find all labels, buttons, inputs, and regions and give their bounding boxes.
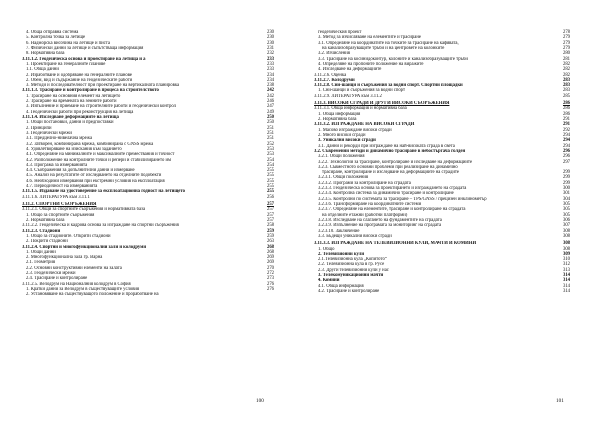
- toc-entry-title: 2.2. Телевизионна кула в гр. Русе: [318, 262, 385, 268]
- toc-entry-page: 294: [562, 132, 570, 138]
- toc-entry-title: 3.11.2.2. Геодезическа и кадрова основа за изграждане на спортни съоръжения: [22, 223, 179, 229]
- toc-entry-title: 3.2.3.7. Определяне на елементите, трасиране и контролиране на сградата: [318, 207, 466, 213]
- toc-entry-title: 3.2.3.8. Изследване на слагането на фундаментите на сградата: [318, 217, 442, 223]
- toc-entry-page: 278: [562, 30, 570, 35]
- toc-entry-page: 305: [562, 202, 570, 207]
- toc-entry-title: трасиране, контролиране и изследване на деформациите на сградите: [322, 170, 459, 176]
- toc-entry-page: 294: [562, 138, 570, 144]
- toc-entry-page: 268: [266, 244, 274, 250]
- toc-entry-page: 299: [562, 180, 570, 186]
- toc-entry-page: 313: [562, 267, 570, 273]
- toc-entry-title: 3. Методи и последователност при проектиране на вертикалната планировка: [26, 83, 180, 89]
- toc-entry-title: 2. Изработване и одобряване на генералните планове: [26, 72, 133, 78]
- toc-entry-page: 308: [562, 228, 570, 234]
- toc-entry-title: 3.11.2.5. Велодрум на Националния колодрум в София: [22, 281, 131, 287]
- toc-entry-title: 2.4. Трасиране и контролиране: [26, 276, 88, 282]
- toc-entry-title: 1. Общо за стадионите. Открити стадиони: [26, 233, 111, 239]
- toc-entry-page: 263: [266, 239, 274, 245]
- toc-entry-page: 285: [562, 93, 570, 99]
- toc-entry-page: 257: [266, 202, 274, 207]
- toc-entry-page: 255: [266, 184, 274, 190]
- toc-entry-title: 3.2.3. Съвместното основни проблеми при реализиране на динамично: [318, 164, 458, 170]
- toc-entry-title: 3.11.2.3. Стадиони: [22, 228, 61, 234]
- toc-entry: [22, 195, 274, 200]
- toc-entry-page: 314: [562, 273, 570, 279]
- toc-entry-title: 3.1. Предцелно-нивелачна мрежа: [26, 136, 93, 142]
- toc-entry-title: 8. Нормативна база: [26, 51, 65, 57]
- toc-entry-title: 4.2. Разположение на контролните точки и репери и стабилизирането им: [26, 157, 171, 163]
- toc-entry-title: 2. Нормативна база: [26, 217, 65, 223]
- right-page: [314, 30, 570, 294]
- toc-entry-page: 282: [562, 61, 570, 67]
- toc-entry-title: 3.11.1.2. Геодезическа основа и проектиране на летища и а: [22, 56, 146, 62]
- toc-entry-title: 3.3. Трасиране на косинидоконтур, колоните и канализобразуващите тръби: [318, 56, 468, 62]
- toc-entry-page: 301: [562, 191, 570, 197]
- toc-entry-title: 3. Геодезически мрежи: [26, 130, 72, 136]
- toc-entry-page: 299: [562, 175, 570, 181]
- toc-entry-page: 294: [562, 143, 570, 149]
- toc-entry-page: 233: [266, 61, 274, 67]
- toc-entry-page: 251: [266, 130, 274, 136]
- left-page: [22, 30, 274, 298]
- toc-entry-page: 281: [562, 56, 570, 62]
- toc-entry-title: 4.5. Анализ на резултатите от изследването на отделните подобекти: [26, 173, 162, 179]
- toc-entry-title: 2.3. Други телевизионни кули у нас: [318, 267, 389, 273]
- toc-entry-title: 3.2.3.2. Програми за контролиране на сградата: [318, 180, 411, 186]
- toc-entry: [314, 234, 570, 239]
- toc-entry-title: 4.2. Трасиране и контролиране: [318, 289, 380, 294]
- toc-entry-page: 276: [266, 287, 274, 292]
- toc-entry-title: 1. Кратки данни за Велодрум в съществуващите условия: [26, 287, 140, 292]
- toc-entry-page: 251: [266, 136, 274, 142]
- toc-entry-page: 246: [266, 99, 274, 105]
- toc-entry-title: 2. Многофункционална зала гр. Варна: [26, 255, 103, 261]
- toc-entry-title: 2. Трасиране на времената на земните работи: [26, 99, 117, 105]
- toc-entry-page: 230: [266, 30, 274, 35]
- toc-entry-title: 3.11.3.2. ИЗГРАЖДАНЕ НА ВИСОКИ СГРАДИ: [314, 122, 415, 128]
- toc-entry-page: 310: [562, 257, 570, 263]
- toc-entry-title: 1. Общо за спортните съоръжения: [26, 212, 95, 218]
- toc-entry-page: 253: [266, 152, 274, 158]
- toc-entry-title: 3. Уникални високи сгради: [318, 138, 376, 144]
- toc-entry-page: 230: [266, 35, 274, 41]
- toc-entry-page: 233: [266, 67, 274, 73]
- toc-entry-page: 300: [562, 186, 570, 192]
- toc-entry-page: 286: [562, 101, 570, 107]
- toc-entry-page: 255: [266, 189, 274, 195]
- toc-entry-title: 2.3. Геодезически мрежи: [26, 271, 76, 277]
- toc-entry-title: 3.11.2.7. Колодруми: [314, 77, 355, 83]
- toc-entry-title: 2. Нормативна база: [318, 117, 357, 122]
- toc-entry-title: 3.11.2. СПОРТНИ СЪОРЪЖЕНИЯ: [22, 202, 97, 207]
- toc-entry-title: 3.1. Определяне на координатите на точките за трасиране на кафявата,: [318, 40, 459, 46]
- toc-entry-page: 286: [562, 106, 570, 112]
- toc-entry-page: 308: [562, 241, 570, 247]
- toc-entry-page: 283: [562, 88, 570, 94]
- toc-entry-title: 1. Масово изграждане високи сгради: [318, 127, 392, 133]
- toc-entry-title: на отделните етажни (работни платформи): [322, 212, 408, 218]
- toc-entry-title: 3. Изпълнение и приемане на строителните работи и геодезически контрол: [26, 104, 176, 110]
- toc-entry-page: 304: [562, 196, 570, 202]
- toc-entry: [314, 94, 570, 99]
- toc-entry-title: 1. Общи данни: [26, 249, 56, 255]
- toc-entry-page: 255: [266, 168, 274, 174]
- toc-entry-title: 3. Телекомуникационни мачти: [318, 273, 384, 279]
- toc-entry-title: 1. Обща информация: [318, 111, 361, 117]
- toc-entry-title: 3.11.3.3. ИЗГРАЖДАНЕ НА ТЕЛЕВИЗИОННИ КУЛИ, МАЧТИ И КОМИНИ: [314, 241, 477, 247]
- toc-entry-page: 268: [266, 249, 274, 255]
- toc-entry-page: 254: [266, 162, 274, 168]
- toc-entry-page: 314: [562, 283, 570, 289]
- toc-entry-page: 234: [266, 72, 274, 78]
- toc-entry-title: 3.2.3.3. Геодезическа основа за проектирането и изграждането на сградата: [318, 186, 467, 192]
- toc-entry-title: 3.11.1.4. Изследване деформациите на летища: [22, 115, 119, 120]
- toc-entry-page: 279: [562, 35, 570, 41]
- toc-entry-page: 291: [562, 122, 570, 128]
- toc-entry-page: 312: [562, 262, 570, 268]
- toc-entry-title: 3.2.3.1. Общи положения: [318, 175, 369, 181]
- toc-entry-title: 3.2. Съвременни методи и динамично трасиране в небостъргача голден: [314, 148, 466, 154]
- toc-entry-title: 1.1. Обща данни: [26, 67, 59, 73]
- toc-entry-page: 232: [266, 51, 274, 57]
- toc-entry-title: 2.1. Геометрия: [26, 260, 56, 266]
- toc-entry-title: 3.2.3.5. Контролни по системата за трасиране – TPS/GNSS / прецизен инклинометър: [318, 196, 487, 202]
- toc-entry-page: 269: [266, 260, 274, 266]
- toc-entry-page: 230: [266, 40, 274, 46]
- toc-entry-page: 257: [266, 217, 274, 223]
- toc-entry-page: 306: [562, 217, 570, 223]
- toc-entry-title: 2. Много високи сгради: [318, 132, 366, 138]
- toc-entry-title: 4. Определяне на пропоните положение на виражите: [318, 61, 424, 67]
- toc-entry-title: 2.2. Основни конструктивни елементи на залата: [26, 265, 122, 271]
- toc-entry-title: 1. Проектиране на генералните планове: [26, 61, 106, 67]
- toc-entry-page: 292: [562, 127, 570, 133]
- toc-entry-page: 297: [562, 159, 570, 165]
- toc-entry-page: 314: [562, 289, 570, 294]
- toc-entry-page: 299: [562, 170, 570, 176]
- toc-entry-page: 270: [266, 265, 274, 271]
- toc-entry-title: 2. Покрити стадиони: [26, 239, 68, 245]
- toc-entry-title: 3.2.1. Общи положения: [318, 154, 365, 160]
- toc-entry-page: 283: [562, 83, 570, 89]
- toc-list-right: [314, 30, 570, 294]
- toc-entry-title: 3.2.3.6. Трансформиране на координатните системи: [318, 202, 422, 207]
- toc-entry-title: 2. Установяване на съществуващото положение и проработване на: [26, 292, 159, 298]
- toc-entry-title: 3.2. Затворен, комбинирана мрежа, комбинирана с GNSS мрежа: [26, 141, 154, 147]
- toc-entry-page: 282: [562, 72, 570, 78]
- left-page-number: 100: [256, 398, 264, 404]
- toc-entry-title: 3.11.1.5. Издаване на удостоверение за експлоатационна годност на летището: [22, 189, 185, 195]
- toc-entry-page: 256: [266, 194, 274, 200]
- toc-entry-page: 251: [266, 125, 274, 131]
- toc-entry-page: 272: [266, 271, 274, 277]
- right-page-number: 101: [556, 398, 564, 404]
- toc-entry-page: 296: [562, 154, 570, 160]
- toc-entry-title: 3.11.2.8. Сни-шанци и съоръжения за водни спорт. Спортни площадки: [314, 83, 463, 89]
- toc-entry-page: 282: [562, 67, 570, 73]
- toc-entry-title: 3.2.3.9. Изпълнение на програмата за мониторинг на сградата: [318, 223, 442, 229]
- toc-entry-title: 4.1. Обща информация: [318, 283, 364, 289]
- toc-entry-page: 305: [562, 212, 570, 218]
- toc-entry-page: 305: [562, 207, 570, 213]
- toc-entry-page: 257: [266, 212, 274, 218]
- toc-entry-page: 259: [266, 233, 274, 239]
- toc-entry: [314, 289, 570, 294]
- toc-entry-page: 242: [266, 93, 274, 99]
- toc-entry-page: 307: [562, 223, 570, 229]
- toc-entry-title: 3.2.3.4. Контролна система за динамично трасиране и контролиране: [318, 191, 454, 197]
- toc-entry-title: 2. Принципи: [26, 125, 52, 131]
- toc-entry-title: 3.11.3. ВИСОКИ СГРАДИ И ДРУГИ ВИСОКИ СЪОРЪЖЕНИЯ: [314, 101, 450, 107]
- toc-entry-title: 4.1. Определяне на минималните и максималните премествания и точност: [26, 152, 175, 158]
- toc-entry-page: 247: [266, 104, 274, 110]
- toc-entry-title: 4.6. Необходими измервания при екстремни условия на експлоатация: [26, 178, 165, 184]
- toc-entry-page: 257: [266, 207, 274, 213]
- toc-entry-page: 250: [266, 120, 274, 126]
- toc-entry: [22, 292, 274, 297]
- toc-entry-title: 6. Надморска височина на летище и писта: [26, 40, 110, 46]
- toc-entry-page: 233: [266, 56, 274, 62]
- toc-entry-page: 280: [562, 51, 570, 57]
- toc-entry-page: 314: [562, 278, 570, 284]
- toc-entry-title: 3. Метод за изчисляване на елементите и трасиране: [318, 35, 421, 41]
- toc-entry-page: 309: [562, 251, 570, 257]
- toc-entry-page: 273: [266, 276, 274, 282]
- toc-entry-title: 1. Сни-шанци и съоръжения за водни спорт: [318, 88, 406, 94]
- toc-entry-page: 234: [266, 77, 274, 83]
- toc-entry-title: 2. Телевизионни кули: [318, 251, 365, 257]
- toc-entry-title: 3.11.2.6. Оценка: [314, 72, 347, 78]
- toc-entry-title: 3.2.2. Технологии за трасиране, контролиране и изследване на деформациите: [318, 159, 473, 165]
- toc-entry-page: 254: [266, 157, 274, 163]
- toc-entry-title: 3.3. Бъдещи уникални високи сгради: [318, 233, 392, 239]
- toc-entry-page: 291: [562, 117, 570, 122]
- toc-entry-page: 258: [266, 223, 274, 229]
- toc-entry-page: 269: [266, 255, 274, 261]
- toc-entry-title: 2. Обем, вид и съдържание на геодезическите работи: [26, 77, 133, 83]
- toc-entry-title: 7. Физически данни за летище и съпътстваща информация: [26, 45, 144, 51]
- toc-entry-title: 3.1. Данни и рекорди при изграждане на най-високата сграда в света: [318, 143, 455, 149]
- toc-entry-title: 3.11.1.6. ЛИТЕРАТУРА към 3.11.1: [22, 194, 90, 200]
- toc-entry-title: геодезическия проект: [318, 30, 362, 35]
- toc-entry-page: 308: [562, 233, 570, 239]
- toc-entry-title: 4.7. Периодичност на измерванията: [26, 184, 98, 190]
- toc-entry-page: 255: [266, 173, 274, 179]
- toc-entry-title: 4. Комини: [318, 278, 340, 284]
- toc-entry-page: 250: [266, 115, 274, 120]
- toc-entry-page: 249: [266, 109, 274, 115]
- toc-entry-title: 5. Контролна точка за летище: [26, 35, 86, 41]
- toc-entry-page: 255: [266, 178, 274, 184]
- toc-entry-page: 308: [562, 246, 570, 252]
- toc-entry-title: 4.3. Програма за измерванията: [26, 162, 88, 168]
- toc-entry-title: 2.1.Телевизионна кула „Копитото“: [318, 257, 387, 263]
- toc-entry-page: 231: [266, 45, 274, 51]
- toc-entry-page: 276: [266, 281, 274, 287]
- toc-entry-title: 4. Обща отправна система: [26, 30, 79, 35]
- toc-entry-title: 1. Трасиране на основния елемент на летището: [26, 93, 121, 99]
- toc-entry-title: 4. Геодезически работи при реконструкция на летища: [26, 109, 134, 115]
- toc-entry-title: 3.2. Изчисления: [318, 51, 350, 57]
- toc-entry-title: 4. Удовлетворяване на изискания към заданието: [26, 146, 122, 152]
- toc-entry-title: 1. Общо: [318, 246, 335, 252]
- toc-entry-title: 3.11.2.1. Общи за спортните съоръжения и нормативната база: [22, 207, 146, 213]
- toc-entry-page: 252: [266, 141, 274, 147]
- toc-entry-title: 3.11.2.4. Спортни и многофункционални зали и колодруми: [22, 244, 147, 250]
- toc-entry-page: 296: [562, 148, 570, 154]
- toc-entry-page: 259: [266, 228, 274, 234]
- toc-entry-page: 286: [562, 111, 570, 117]
- toc-entry-title: 3.11.1.3. Трасиране и контролиране в процеса на строителството: [22, 88, 159, 94]
- toc-entry-page: 242: [266, 88, 274, 94]
- toc-entry-title: на канализобразуващите тръби и на центровете на колонките: [322, 45, 445, 51]
- toc-entry-page: 279: [562, 40, 570, 46]
- toc-list-left: [22, 30, 274, 298]
- toc-entry-page: 283: [562, 77, 570, 83]
- toc-entry-title: 4. Изследване на деформациите: [318, 67, 382, 73]
- toc-entry-title: 3.11.3.1. Обща информация и нормативна база: [314, 106, 407, 112]
- toc-entry-page: 279: [562, 45, 570, 51]
- toc-entry-title: 1. Общи постановки, данни и предпоставки: [26, 120, 114, 126]
- toc-entry-page: 238: [266, 83, 274, 89]
- toc-entry-page: 253: [266, 146, 274, 152]
- toc-entry-title: 4.4. Съображения за допълнителни данни и измерване: [26, 168, 135, 174]
- toc-entry-title: 3.11.2.9. ЛИТЕРАТУРА към 3.11.2: [314, 93, 382, 99]
- toc-entry-title: 3.2.3.10. Заключение: [318, 228, 360, 234]
